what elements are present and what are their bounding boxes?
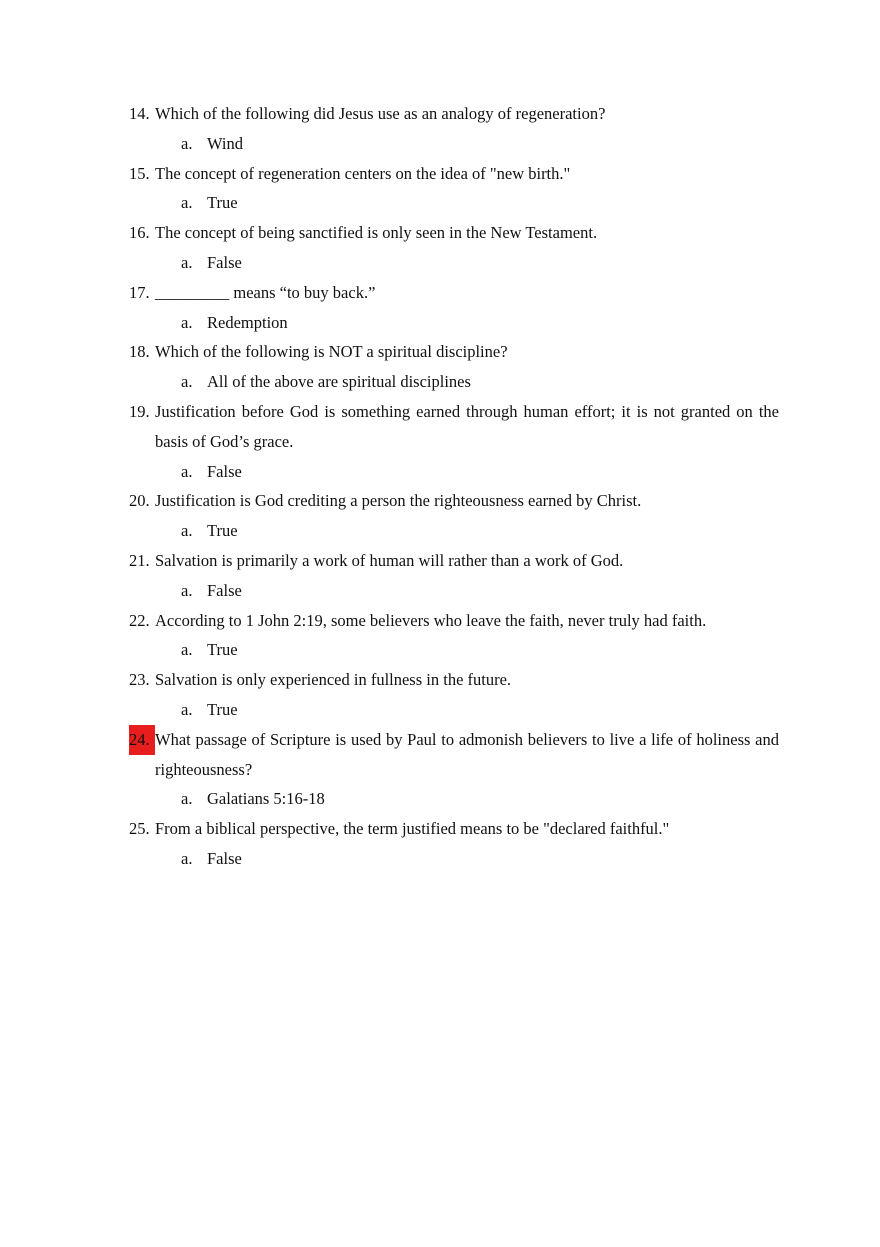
question-text: Which of the following is NOT a spiritual discipline?: [155, 342, 508, 362]
question-item: [129, 486, 779, 546]
question-text: What passage of Scripture is used by Paul to admonish believers to live a life of holiness and righteousness?: [155, 729, 779, 779]
answer-letter: a.: [181, 699, 193, 719]
question-text: _________ means “to buy back.”: [155, 282, 376, 302]
answer-letter: a.: [181, 133, 193, 153]
answer-letter: a.: [181, 372, 193, 392]
answer-text: False: [207, 461, 242, 481]
answer-letter: a.: [181, 580, 193, 600]
question-item: [129, 218, 779, 278]
question-item: [129, 814, 779, 874]
question-number: 14.: [129, 104, 150, 123]
question-item: [129, 397, 779, 486]
answer-text: True: [207, 521, 238, 541]
question-number: 15.: [129, 163, 150, 183]
answer-letter: a.: [181, 521, 193, 541]
answer-option: [129, 844, 779, 874]
answer-text: Galatians 5:16-18: [207, 789, 325, 809]
question-text: From a biblical perspective, the term justified means to be "declared faithful.": [155, 819, 670, 839]
question-item: [129, 159, 779, 219]
answer-option: [129, 576, 779, 606]
answer-option: [129, 784, 779, 814]
answer-option: [129, 129, 779, 159]
question-text: The concept of regeneration centers on the idea of "new birth.": [155, 163, 571, 183]
answer-option: [129, 457, 779, 487]
question-number: 25.: [129, 819, 150, 839]
question-item: [129, 665, 779, 725]
question-item: [129, 337, 779, 397]
question-text: Salvation is only experienced in fullness in the future.: [155, 670, 512, 690]
answer-letter: a.: [181, 848, 193, 868]
answer-text: All of the above are spiritual disciplines: [207, 372, 471, 392]
question-item: [129, 278, 779, 338]
answer-option: [129, 367, 779, 397]
answer-text: True: [207, 193, 238, 213]
question-number: 18.: [129, 342, 150, 362]
answer-option: [129, 188, 779, 218]
question-text: The concept of being sanctified is only seen in the New Testament.: [155, 223, 598, 243]
question-number: 17.: [129, 282, 150, 302]
question-number: 20.: [129, 491, 150, 511]
question-number: 23.: [129, 670, 150, 690]
answer-letter: a.: [181, 312, 193, 332]
answer-option: [129, 308, 779, 338]
answer-letter: a.: [181, 640, 193, 660]
answer-text: True: [207, 640, 238, 660]
question-item: [129, 546, 779, 606]
answer-letter: a.: [181, 461, 193, 481]
answer-letter: a.: [181, 789, 193, 809]
answer-letter: a.: [181, 193, 193, 213]
answer-text: False: [207, 252, 242, 272]
question-text: Justification is God crediting a person the righteousness earned by Christ.: [155, 491, 642, 511]
question-text: Salvation is primarily a work of human will rather than a work of God.: [155, 550, 624, 570]
answer-letter: a.: [181, 252, 193, 272]
question-list: [129, 99, 779, 874]
answer-text: Redemption: [207, 312, 288, 332]
highlighted-question-number: 24.: [129, 725, 155, 755]
answer-text: False: [207, 848, 242, 868]
answer-option: [129, 248, 779, 278]
answer-text: True: [207, 699, 238, 719]
answer-option: [129, 635, 779, 665]
question-text: Justification before God is something earned through human effort; it is not granted on the basis of God’s grace.: [155, 401, 779, 451]
question-number: 16.: [129, 223, 150, 243]
question-item: [129, 725, 779, 814]
answer-option: [129, 516, 779, 546]
answer-option: [129, 695, 779, 725]
question-number: 21.: [129, 550, 150, 570]
answer-text: Wind: [207, 133, 243, 153]
answer-text: False: [207, 580, 242, 600]
question-number: 19.: [129, 401, 150, 421]
question-number: 22.: [129, 610, 150, 630]
question-text: Which of the following did Jesus use as an analogy of regeneration?: [155, 104, 606, 123]
question-text: According to 1 John 2:19, some believers who leave the faith, never truly had faith.: [155, 610, 707, 630]
question-item: [129, 99, 779, 159]
question-item: [129, 606, 779, 666]
